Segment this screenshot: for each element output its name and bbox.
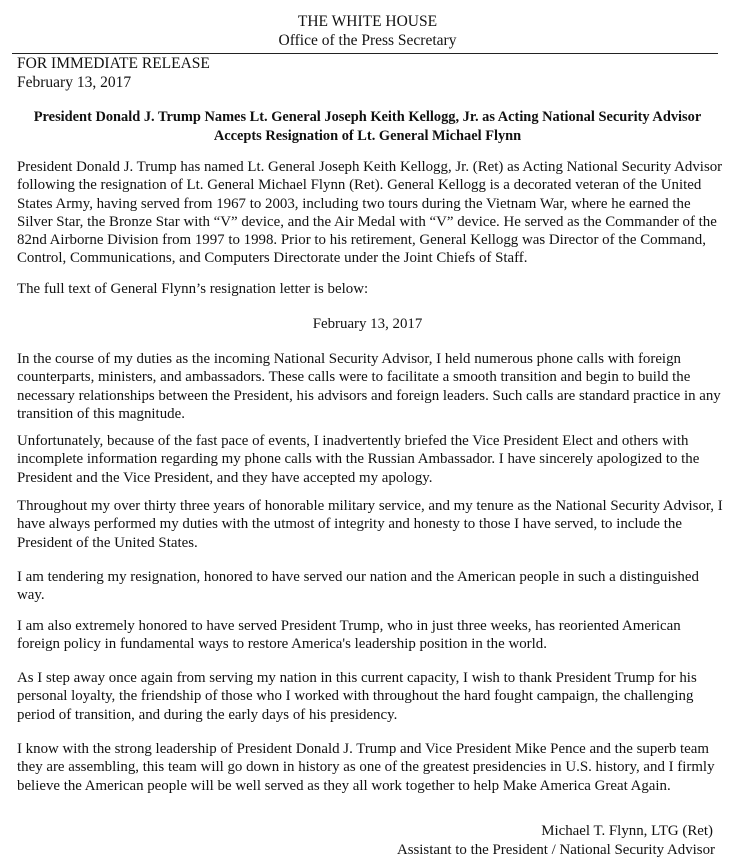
letter-paragraph: As I step away once again from serving my nation in this current capacity, I wish to thank President Trump for his personal loyalty, the friendship of those who I worked with throughout the hard fought campaign, the challenging period of transition, and during the early days of his presidency. [17, 670, 697, 723]
headline-line-2: Accepts Resignation of Lt. General Michael Flynn [213, 128, 522, 144]
intro-paragraph: President Donald J. Trump has named Lt. General Joseph Keith Kellogg, Jr. (Ret) as Acting National Security Advisor following the resignation of Lt. General Michael Flynn (Ret). General Kellogg is a decorated veteran of the United States Army, having served from 1967 to 2003, including two tours during the Vietnam War, where he earned the Silver Star, the Bronze Star with “V” device, and the Air Medal with “V” device. He served as the Commander of the 82nd Airborne Division from 1997 to 1998. Prior to his retirement, General Kellogg was Director of the Command, Control, Communications, and Computers Directorate under the Joint Chiefs of Staff. [17, 159, 723, 267]
letter-paragraph: Unfortunately, because of the fast pace of events, I inadvertently briefed the Vice President Elect and others with incomplete information regarding my phone calls with the Russian Ambassador. I have sincerely apologized to the President and the Vice President, and they have accepted my apology. [17, 433, 700, 486]
letter-paragraph: I am tendering my resignation, honored to have served our nation and the American people in such a distinguished way. [17, 569, 699, 604]
headline-line-1: President Donald J. Trump Names Lt. General Joseph Keith Kellogg, Jr. as Acting National Security Advisor [33, 109, 702, 125]
signature-name: Michael T. Flynn, LTG (Ret) [541, 823, 713, 839]
letter-paragraph: In the course of my duties as the incoming National Security Advisor, I held numerous phone calls with foreign counterparts, ministers, and ambassadors. These calls were to facilitate a smooth transition and begin to build the necessary relationships between the President, his advisors and foreign leaders. Such calls are standard practice in any transition of this magnitude. [17, 351, 721, 422]
release-info [17, 55, 210, 92]
header-divider [12, 53, 718, 54]
fulltext-intro: The full text of General Flynn’s resignation letter is below: [17, 281, 369, 297]
organization-name: THE WHITE HOUSE [297, 13, 438, 30]
office-name: Office of the Press Secretary [278, 32, 457, 49]
letter-paragraph: I am also extremely honored to have served President Trump, who in just three weeks, has reoriented American foreign policy in fundamental ways to restore America's leadership position in the world. [17, 618, 681, 653]
release-date: February 13, 2017 [17, 73, 132, 91]
letter-paragraph: I know with the strong leadership of President Donald J. Trump and Vice President Mike Pence and the superb team they are assembling, this team will go down in history as one of the greatest presidencies in U.S. history, and I firmly believe the American people will be well served as they all work together to help Make America Great Again. [17, 741, 715, 794]
letterhead [0, 12, 735, 50]
release-label: FOR IMMEDIATE RELEASE [17, 55, 210, 72]
signature-block [397, 822, 715, 859]
letter-date: February 13, 2017 [312, 316, 423, 332]
signature-title: Assistant to the President / National Security Advisor [396, 841, 715, 858]
headline [0, 108, 735, 146]
letter-paragraph: Throughout my over thirty three years of honorable military service, and my tenure as the National Security Advisor, I have always performed my duties with the utmost of integrity and honesty to those I have served, to include the President of the United States. [17, 498, 723, 551]
